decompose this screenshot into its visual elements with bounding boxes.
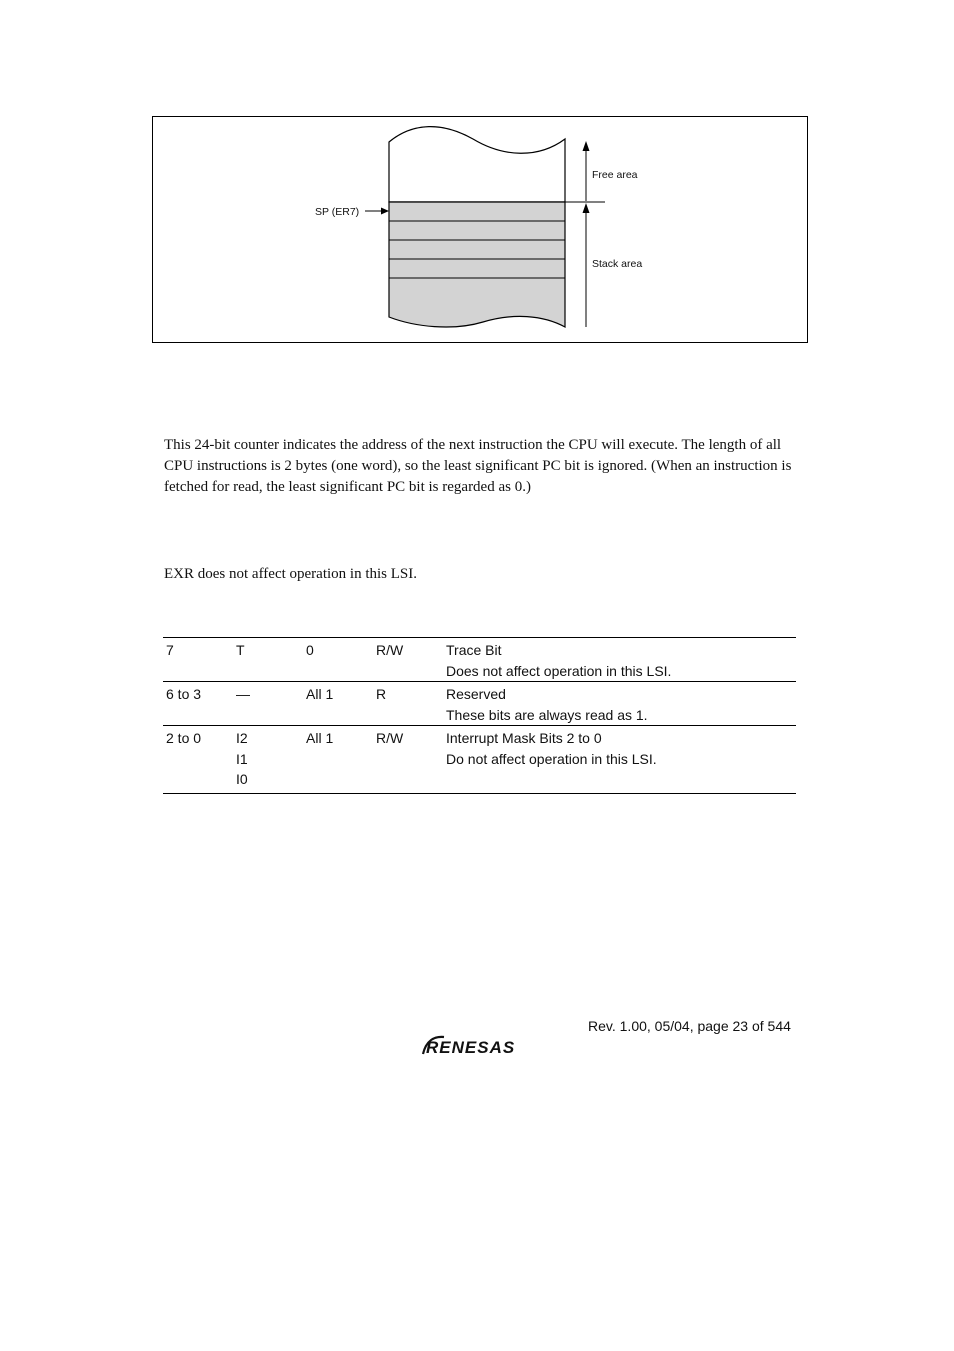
stack-area-arrowhead [583,203,590,213]
rw-cell: R/W [373,726,443,794]
description-line: Does not affect operation in this LSI. [446,662,672,679]
table-row [163,726,796,794]
pc-description: This 24-bit counter indicates the address of the next instruction the CPU will execute. The length of all CPU instructions is 2 bytes (one word), so the least significant PC bit is ignored. (When an instruction is fetched for read, the least significant PC bit is regarded as 0.) [164,437,792,495]
exr-description: EXR does not affect operation in this LSI. [164,566,418,582]
description-line: Do not affect operation in this LSI. [446,750,657,767]
stack-diagram-figure [152,116,808,343]
renesas-logo [420,1033,544,1064]
description-line: Trace Bit [446,642,502,658]
bit-cell: 2 to 0 [163,726,233,794]
table-row [163,638,796,682]
renesas-logo-mark [420,1033,544,1059]
exr-bit-table [163,637,796,794]
description-cell [443,638,796,682]
rw-cell: R/W [373,638,443,682]
bit-name: I0 [236,771,248,787]
rw-cell: R [373,682,443,726]
bit-name-cell [233,682,303,726]
description-cell [443,726,796,794]
bit-cell: 7 [163,638,233,682]
logo-text: RENESAS [426,1038,516,1057]
initial-value-cell: All 1 [303,682,373,726]
initial-value-cell: 0 [303,638,373,682]
bit-name-cell [233,726,303,794]
stack-diagram [153,117,809,344]
description-line: Interrupt Mask Bits 2 to 0 [446,730,602,746]
initial-value-cell: All 1 [303,726,373,794]
bit-name: I2 [236,730,248,746]
page-info: Rev. 1.00, 05/04, page 23 of 544 [588,1018,791,1034]
sp-label: SP (ER7) [315,206,360,218]
free-area-label: Free area [592,169,638,181]
bit-name: I1 [236,750,248,767]
description-line: These bits are always read as 1. [446,706,648,723]
free-area-arrowhead [583,141,590,151]
stack-area-label: Stack area [592,258,643,270]
bit-name: T [236,642,245,658]
sp-pointer-arrowhead [381,208,389,215]
table-row [163,682,796,726]
bit-name: — [236,686,250,702]
free-area-block [389,127,565,202]
description-line: Reserved [446,686,506,702]
bit-cell: 6 to 3 [163,682,233,726]
bit-name-cell [233,638,303,682]
description-cell [443,682,796,726]
